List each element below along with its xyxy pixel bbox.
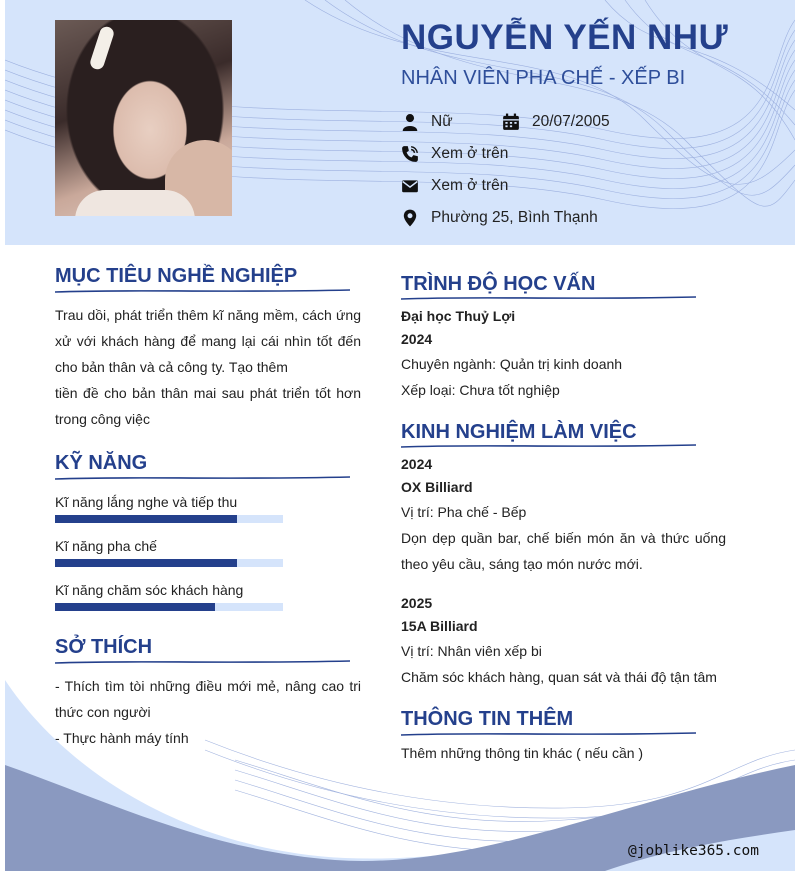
- skill-bar-fill: [55, 603, 215, 611]
- skills-title: KỸ NĂNG: [55, 452, 148, 474]
- email-row: [401, 177, 508, 195]
- watermark: @joblike365.com: [628, 843, 759, 859]
- job-year: 2024: [401, 456, 433, 472]
- extra-info-underline: [401, 730, 696, 738]
- candidate-role: NHÂN VIÊN PHA CHẾ - XẾP BI: [401, 67, 686, 89]
- education-title: TRÌNH ĐỘ HỌC VẤN: [401, 273, 596, 295]
- candidate-name: NGUYỄN YẾN NHƯ: [401, 18, 729, 57]
- objective-paragraph-2: tiền đề cho bản thân mai sau phát triển tốt hơn trong công việc: [55, 385, 361, 427]
- job-position: Vị trí: Pha chế - Bếp: [401, 504, 527, 520]
- skill-label: Kĩ năng lắng nghe và tiếp thu: [55, 494, 238, 510]
- skill-bar: [55, 559, 283, 567]
- extra-info-title: THÔNG TIN THÊM: [401, 708, 574, 730]
- profile-photo: [55, 20, 232, 216]
- objective-title: MỤC TIÊU NGHỀ NGHIỆP: [55, 265, 298, 287]
- email-icon: [401, 177, 419, 195]
- job-company: OX Billiard: [401, 479, 473, 495]
- objective-paragraph-1: Trau dồi, phát triển thêm kĩ năng mềm, cách ứng xử với khách hàng để mang lại cái nhìn tốt đến cho bản thân và cả công ty. Tạo thêm: [55, 307, 361, 375]
- skill-bar: [55, 603, 283, 611]
- address-row: [401, 209, 598, 227]
- hobby-item: - Thực hành máy tính: [55, 730, 189, 746]
- job-description: Chăm sóc khách hàng, quan sát và thái độ tận tâm: [401, 669, 717, 685]
- skill-label: Kĩ năng chăm sóc khách hàng: [55, 582, 244, 598]
- job-description: Dọn dẹp quần bar, chế biến món ăn và thức uống theo yêu cầu, sáng tạo món nước mới.: [401, 530, 726, 572]
- experience-underline: [401, 442, 696, 450]
- skill-label: Kĩ năng pha chế: [55, 538, 157, 554]
- education-underline: [401, 294, 696, 302]
- experience-title: KINH NGHIỆM LÀM VIỆC: [401, 421, 637, 443]
- birthdate-row: [502, 113, 610, 131]
- location-icon: [401, 209, 419, 227]
- education-year: 2024: [401, 331, 433, 347]
- skills-underline: [55, 474, 350, 482]
- phone-icon: [401, 145, 419, 163]
- phone-value: Xem ở trên: [431, 145, 509, 162]
- objective-underline: [55, 287, 350, 295]
- job-position: Vị trí: Nhân viên xếp bi: [401, 643, 542, 659]
- skill-bar-fill: [55, 515, 237, 523]
- hobbies-underline: [55, 658, 350, 666]
- gender-value: Nữ: [431, 113, 453, 130]
- address-value: Phường 25, Bình Thạnh: [431, 209, 598, 226]
- email-value: Xem ở trên: [431, 177, 509, 194]
- hobbies-title: SỞ THÍCH: [55, 636, 153, 658]
- extra-info-text: Thêm những thông tin khác ( nếu cần ): [401, 745, 644, 761]
- job-year: 2025: [401, 595, 433, 611]
- education-major: Chuyên ngành: Quản trị kinh doanh: [401, 356, 623, 372]
- resume-page: [5, 0, 795, 871]
- hobby-item: - Thích tìm tòi những điều mới mẻ, nâng cao tri thức con người: [55, 678, 361, 720]
- user-icon: [401, 113, 419, 131]
- skill-bar: [55, 515, 283, 523]
- education-grade: Xếp loại: Chưa tốt nghiệp: [401, 382, 560, 398]
- gender-row: [401, 113, 453, 131]
- education-school: Đại học Thuỷ Lợi: [401, 308, 516, 324]
- job-company: 15A Billiard: [401, 618, 478, 634]
- birthdate-value: 20/07/2005: [532, 113, 610, 130]
- phone-row: [401, 145, 508, 163]
- calendar-icon: [502, 113, 520, 131]
- skill-bar-fill: [55, 559, 237, 567]
